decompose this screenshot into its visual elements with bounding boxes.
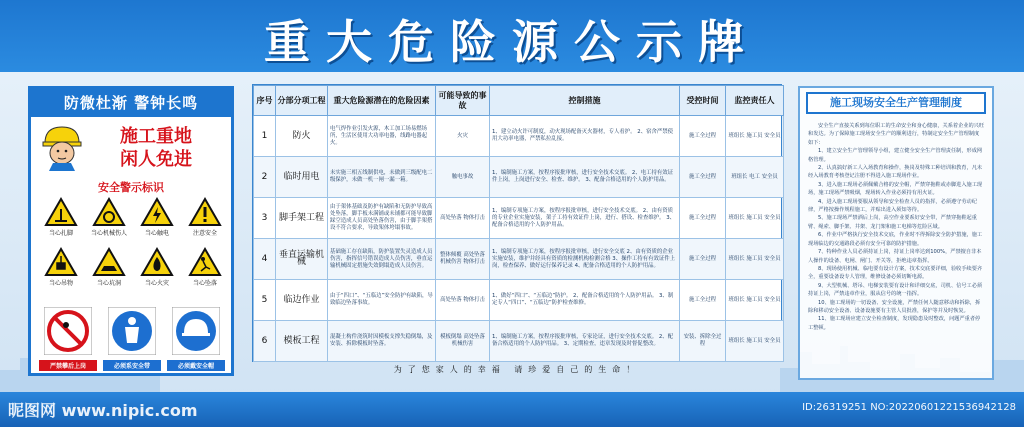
caution-warning-sign xyxy=(183,197,227,237)
row-factors: 由于“四口”、“五临边”安全防护有缺陷，导致临边坠落事故。 xyxy=(328,280,436,321)
sign-label: 当心吊物 xyxy=(48,280,73,287)
row-person: 班组长 施工员 安全员 xyxy=(726,280,784,321)
safety-signs-title: 安全警示标识 xyxy=(98,181,164,194)
row-measures: 1、编制专项施工方案，按程序报批审核，进行安全技术交底。 2、由有资质的专业企业实施安装，架子工持有效证件上岗，进行、搭设、检查维护。 3、配备合格适用的个人防护用品。 xyxy=(490,198,680,239)
table-header-row xyxy=(254,86,784,116)
row-no: 6 xyxy=(254,321,276,362)
row-person: 班组长 施工员 安全员 xyxy=(726,321,784,362)
rules-text xyxy=(800,118,992,332)
rules-paragraph: 7、特种作业人员必须持证上岗，持证上岗率达到100%，严禁擅自非本人操作的设备、电闸、闸门、开关等，拒绝违章指挥。 xyxy=(808,249,982,264)
rules-paragraph: 2、认真搞好新工人入场教育和操作，换岗及特殊工种培训和教育，凡未经入场教育考核登记注册不得进入施工现场作业。 xyxy=(808,165,983,180)
row-project: 脚手架工程 xyxy=(276,198,328,239)
sign-label: 当心扎脚 xyxy=(48,230,73,237)
mandatory-sign-row xyxy=(39,307,227,370)
sign-label: 必须戴安全帽 xyxy=(167,360,225,371)
rules-paragraph: 1、建立安全生产管理领导小组，建立健全安全生产管理责任制，形成网格管理。 xyxy=(808,148,983,163)
machine-warning-icon xyxy=(92,197,126,227)
harness-sign xyxy=(103,307,161,370)
fire-warning-sign xyxy=(135,247,179,287)
row-factors: 混凝土构件浇筑时因模板支撑失稳倒塌，及安装、拆除模板时坠落。 xyxy=(328,321,436,362)
row-factors: 未实施三相五线制供电，未做到三级配电二级保护，未做一机一闸一漏一箱。 xyxy=(328,157,436,198)
harness-icon xyxy=(108,307,156,355)
electric-warning-sign xyxy=(135,197,179,237)
row-person: 班组长 电工 安全员 xyxy=(726,157,784,198)
row-project: 垂直运输机械 xyxy=(276,239,328,280)
row-measures: 1、做好“四口”、“五临边”防护。 2、配备合格适用的个人防护用品。 3、制定专人“四口”、“五临边”防护检查维修。 xyxy=(490,280,680,321)
sign-label: 当心触电 xyxy=(144,230,169,237)
sign-label: 当心火灾 xyxy=(144,280,169,287)
machine-warning-sign xyxy=(87,197,131,237)
row-accident: 模板倒塌 高处坠落 机械伤害 xyxy=(436,321,490,362)
sign-label: 当心机械伤人 xyxy=(90,230,127,237)
prohibition-sign xyxy=(39,307,97,370)
row-person: 班组长 施工员 安全员 xyxy=(726,116,784,157)
row-factors: 电气焊作业引发火源，木工加工场易燃场所，生活区使用大功率电器，线路电器起火。 xyxy=(328,116,436,157)
rules-paragraph: 6、作业中严格执行安全技术交底，作业时不得拆除安全防护措施，施工现场临边的交通路段必须有安全可靠的防护措施。 xyxy=(808,232,983,247)
row-accident: 高处坠落 物体打击 xyxy=(436,280,490,321)
row-time: 施工全过程 xyxy=(680,157,726,198)
row-project: 模板工程 xyxy=(276,321,328,362)
no-entry-notice xyxy=(37,123,227,173)
row-no: 2 xyxy=(254,157,276,198)
rules-paragraph: 9、大型机械、塔吊、电梯安装要有设计和详细交底，司机、信号工必须持证上岗，严禁违章作业，服从信号的统一指挥。 xyxy=(808,282,983,298)
prohibit-icon xyxy=(44,307,92,355)
row-accident: 整体倾覆 高处坠落 机械伤害 物体打击 xyxy=(436,239,490,280)
row-no: 4 xyxy=(254,239,276,280)
sign-label: 必须系安全带 xyxy=(103,360,161,371)
col-header-accident: 可能导致的事故 xyxy=(436,86,490,116)
col-header-person: 监控责任人 xyxy=(726,86,784,116)
row-no: 3 xyxy=(254,198,276,239)
col-header-no: 序号 xyxy=(254,86,276,116)
row-measures: 1、编制施工方案，按程序报批审核，专家论证，进行安全技术交底。 2、配备合格适用的个人防护用品。 3、定期检查，违章发现及时督促整改。 xyxy=(490,321,680,362)
page-title: 重大危险源公示牌 xyxy=(264,15,760,69)
row-project: 临边作业 xyxy=(276,280,328,321)
hoist-warning-sign xyxy=(39,247,83,287)
row-factors: 基础施工存在缺陷，防护装置失灵造成人员伤害，指挥信号错误造成人员伤害，垂直运输机械固定措施失效倒塌造成人员伤害。 xyxy=(328,239,436,280)
helmet-sign xyxy=(167,307,225,370)
col-header-time: 受控时间 xyxy=(680,86,726,116)
row-project: 临时用电 xyxy=(276,157,328,198)
rules-paragraph: 5、施工现场严禁酒后上岗，高空作业要系好安全带，严禁穿拖鞋起重臂、绳索、脚手架、井架、龙门架和施工电梯等危险区域。 xyxy=(808,215,977,230)
row-measures: 1、建立动火许可制度，动火现场配备灭火器材，专人看护。 2、宿舍严禁使用大功率电器，严禁私拉乱接。 xyxy=(490,116,680,157)
row-accident: 高处坠落 物体打击 xyxy=(436,198,490,239)
rules-paragraph: 4、进入施工现场要服从领导和安全检查人员的指挥，必须遵守劳动纪律，严格按操作规程施工，并贴出进入须知等待。 xyxy=(808,198,977,214)
construction-worker-icon xyxy=(39,123,85,171)
safety-slogan: 为了您家人的幸福 请珍爱自己的生命！ xyxy=(393,365,641,374)
table-row xyxy=(254,239,784,280)
image-id-text: ID:26319251 NO:20220601221536942128 xyxy=(802,402,1016,413)
table-row xyxy=(254,116,784,157)
table-row xyxy=(254,157,784,198)
row-time: 安装、拆除全过程 xyxy=(680,321,726,362)
warning-line-2: 闲人免进 xyxy=(120,149,192,170)
row-time: 施工全过程 xyxy=(680,239,726,280)
fall-warning-icon xyxy=(188,247,222,277)
row-accident: 触电事故 xyxy=(436,157,490,198)
nail-warning-sign xyxy=(39,197,83,237)
table-row xyxy=(254,280,784,321)
management-rules-panel xyxy=(798,86,994,380)
fall-warning-sign xyxy=(183,247,227,287)
row-time: 施工全过程 xyxy=(680,198,726,239)
pit-warning-sign xyxy=(87,247,131,287)
row-measures: 1、编制施工方案，按程序报批审核，进行安全技术交底。 2、电工持有效证件上岗，上岗进行安全、检查、维护。 3、配备合格适用的个人防护用品。 xyxy=(490,157,680,198)
col-header-project: 分部分项工程 xyxy=(276,86,328,116)
site-watermark: 昵图网 www.nipic.com xyxy=(8,401,198,420)
sign-label: 注意安全 xyxy=(192,230,217,237)
warning-panel xyxy=(28,86,234,376)
helmet-icon xyxy=(172,307,220,355)
row-person: 班组长 施工员 安全员 xyxy=(726,198,784,239)
col-header-factors: 重大危险源潜在的危险因素 xyxy=(328,86,436,116)
row-factors: 由于架体基础及防护有缺陷和无防护导致高处坠落，脚手板未满铺或未铺都可能导致脚踩空造成人员高处坠落伤害，由于脚手架搭设不符合要求，导致架体垮塌事故。 xyxy=(328,198,436,239)
row-measures: 1、编制专项施工方案，按程序报批审核，进行安全交底 2、由有资质的企业实施安装，维护并经具有资质的检测机构检测合格 3、操作工持有有效证件上岗，检查保养、做好运行保养记录 4、配备合格适用的个人防护用品。 xyxy=(490,239,680,280)
fire-warning-icon xyxy=(140,247,174,277)
warning-line-1: 施工重地 xyxy=(120,126,192,147)
table-row xyxy=(254,198,784,239)
row-no: 5 xyxy=(254,280,276,321)
rules-paragraph: 安全生产直接关系到每位职工的生命安全和身心健康，关系着企业的兴旺和发达。为了保障施工现场安全生产的顺利进行，特制定安全生产管理制度如下： xyxy=(808,123,985,146)
sign-label: 当心坠落 xyxy=(192,280,217,287)
table-row xyxy=(254,321,784,362)
sign-label: 严禁攀后上岗 xyxy=(39,360,97,371)
row-project: 防火 xyxy=(276,116,328,157)
electric-warning-icon xyxy=(140,197,174,227)
warning-panel-heading: 防微杜渐 警钟长鸣 xyxy=(31,89,231,117)
sign-label: 当心坑洞 xyxy=(96,280,121,287)
row-person: 班组长 施工员 安全员 xyxy=(726,239,784,280)
rules-paragraph: 3、进入施工现场必须佩戴合格的安全帽，严禁穿拖鞋或赤脚进入施工现场，施工现场严禁吸烟，现场转入作业必须持有用火证。 xyxy=(808,181,983,197)
row-time: 施工全过程 xyxy=(680,280,726,321)
rules-paragraph: 8、现场使用机械、临电要有设计方案，技术交底要详细，验收手续要齐全，重要设备设专人管理，维修设备必须切断电源。 xyxy=(808,265,983,281)
col-header-measures: 控制措施 xyxy=(490,86,680,116)
exclamation-warning-icon xyxy=(188,197,222,227)
row-no: 1 xyxy=(254,116,276,157)
hoist-warning-icon xyxy=(44,247,78,277)
rules-paragraph: 10、施工现场的一切设备、安全设施，严禁任何人随意移动和拆除，拆除和移动安全设备、设备设施要有主管人员批准，保护等并及时恢复。 xyxy=(808,299,981,314)
nail-warning-icon xyxy=(44,197,78,227)
pit-warning-icon xyxy=(92,247,126,277)
hazard-table xyxy=(252,84,782,362)
rules-paragraph: 11、施工现场应建立安全检查制度，发现隐患及时整改，问题严重者停工整顿。 xyxy=(808,316,981,331)
rules-heading: 施工现场安全生产管理制度 xyxy=(806,92,986,114)
row-accident: 火灾 xyxy=(436,116,490,157)
row-time: 施工全过程 xyxy=(680,116,726,157)
